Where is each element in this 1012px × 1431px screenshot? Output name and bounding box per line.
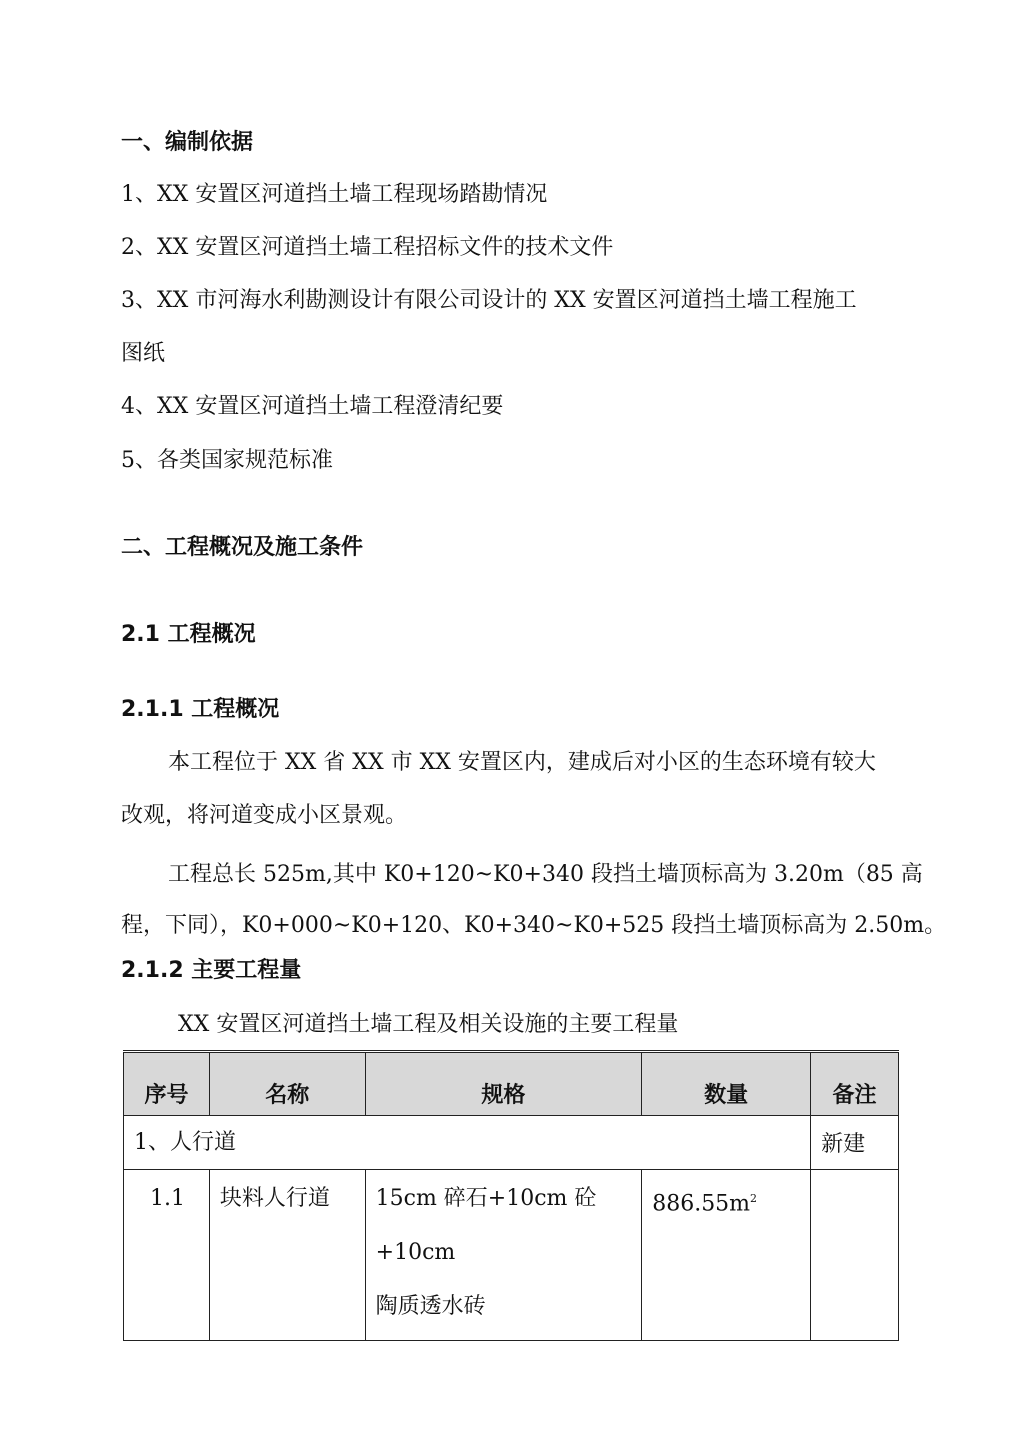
- basis-item-1: 1、XX 安置区河道挡土墙工程现场踏勘情况: [121, 182, 548, 207]
- group-remark: 新建: [811, 1116, 899, 1170]
- row-spec-line-1: 15cm 碎石+10cm 砼+10cm: [375, 1186, 597, 1265]
- section-2-1-title: 2.1 工程概况: [121, 622, 256, 647]
- header-no: 序号: [124, 1052, 210, 1116]
- row-qty: [642, 1170, 811, 1341]
- table-row: [124, 1170, 899, 1341]
- row-name: 块料人行道: [209, 1170, 365, 1341]
- section-1-title: 一、编制依据: [121, 130, 254, 155]
- section-2-title: 二、工程概况及施工条件: [121, 535, 364, 560]
- row-remark: [811, 1170, 899, 1341]
- basis-item-3-cont: 图纸: [121, 341, 166, 366]
- row-qty-value: 886.55m: [652, 1191, 751, 1217]
- row-qty-unit-superscript: 2: [750, 1192, 758, 1205]
- table-caption: XX 安置区河道挡土墙工程及相关设施的主要工程量: [178, 1012, 679, 1037]
- group-label: 1、人行道: [124, 1116, 811, 1170]
- table-header-row: [124, 1052, 899, 1116]
- header-spec: 规格: [365, 1052, 642, 1116]
- header-remark: 备注: [811, 1052, 899, 1116]
- header-qty: 数量: [642, 1052, 811, 1116]
- section-2-1-1-title: 2.1.1 工程概况: [121, 697, 280, 722]
- quantity-table: [123, 1050, 899, 1341]
- row-spec: [365, 1170, 642, 1341]
- paragraph-1-line-1: 本工程位于 XX 省 XX 市 XX 安置区内，建成后对小区的生态环境有较大: [168, 750, 876, 775]
- row-spec-line-2: 陶质透水砖: [375, 1294, 486, 1319]
- header-name: 名称: [209, 1052, 365, 1116]
- paragraph-1-line-2: 改观，将河道变成小区景观。: [121, 803, 408, 828]
- section-2-1-2-title: 2.1.2 主要工程量: [121, 958, 302, 983]
- paragraph-2-line-1: 工程总长 525m,其中 K0+120~K0+340 段挡土墙顶标高为 3.20m（85 高: [168, 862, 923, 887]
- basis-item-4: 4、XX 安置区河道挡土墙工程澄清纪要: [121, 394, 504, 419]
- basis-item-3: 3、XX 市河海水利勘测设计有限公司设计的 XX 安置区河道挡土墙工程施工: [121, 288, 857, 313]
- table-group-row: [124, 1116, 899, 1170]
- row-no: 1.1: [124, 1170, 210, 1341]
- basis-item-5: 5、各类国家规范标准: [121, 448, 333, 473]
- basis-item-2: 2、XX 安置区河道挡土墙工程招标文件的技术文件: [121, 235, 614, 260]
- paragraph-2-line-2: 程，下同），K0+000~K0+120、K0+340~K0+525 段挡土墙顶标高为 2.50m。: [121, 913, 947, 938]
